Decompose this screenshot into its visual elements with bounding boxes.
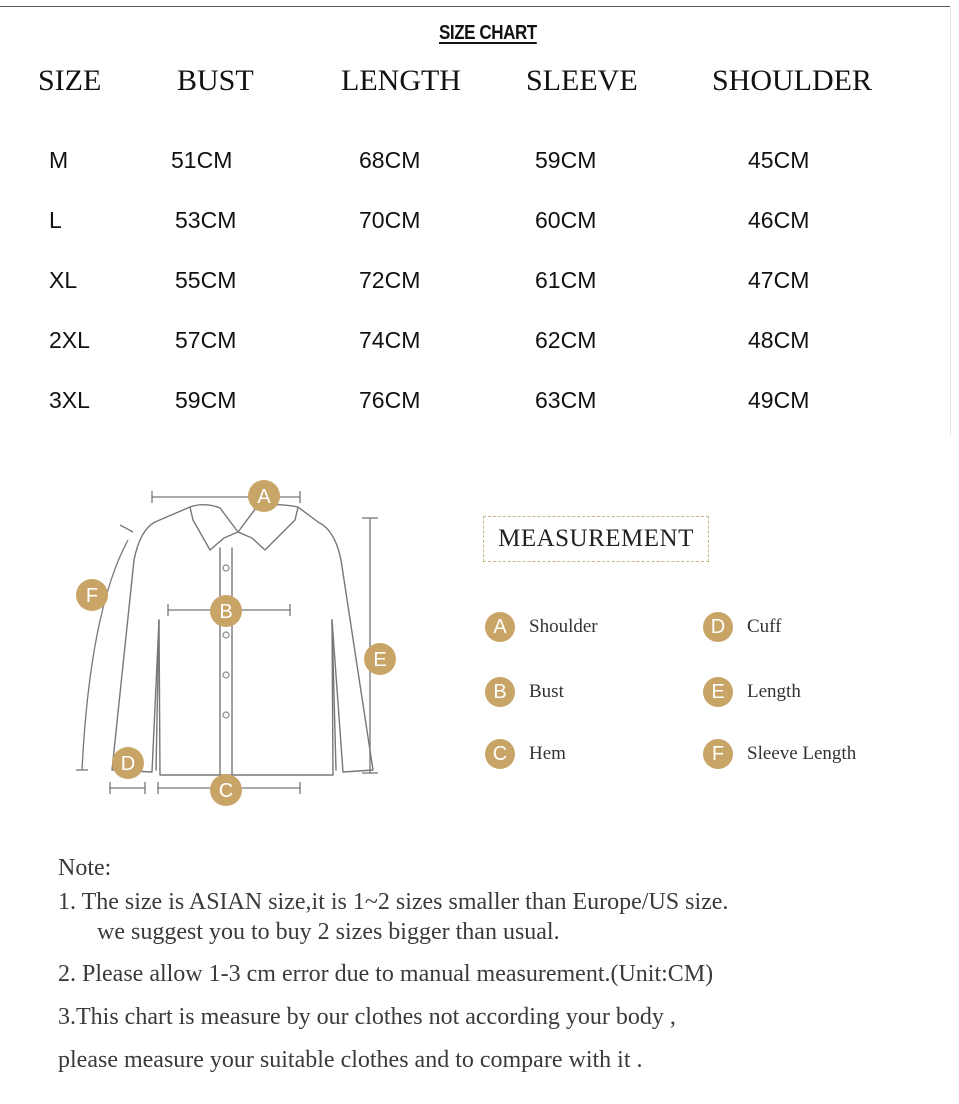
cell-bust: 55CM xyxy=(175,267,237,293)
header-shoulder: SHOULDER xyxy=(712,64,873,97)
legend-f-icon: F xyxy=(703,739,733,769)
shirt-sleeve-line xyxy=(156,620,336,770)
cell-shoulder: 46CM xyxy=(748,207,810,233)
marker-c-label: C xyxy=(218,780,234,802)
legend-label: Hem xyxy=(529,743,566,764)
cell-length: 74CM xyxy=(359,327,421,353)
right-divider xyxy=(950,6,951,436)
legend-sleeve-length xyxy=(703,739,856,769)
legend-label: Cuff xyxy=(747,616,782,637)
cell-sleeve: 63CM xyxy=(535,387,597,413)
cell-bust: 53CM xyxy=(175,207,237,233)
shirt-diagram xyxy=(60,470,420,820)
shirt-button xyxy=(223,632,229,638)
note-line-1: 1. The size is ASIAN size,it is 1~2 sizes smaller than Europe/US size. xyxy=(58,889,729,915)
legend-c-icon: C xyxy=(485,739,515,769)
legend-label: Length xyxy=(747,681,801,702)
shirt-button xyxy=(223,565,229,571)
marker-f-label: F xyxy=(85,585,99,607)
header-sleeve: SLEEVE xyxy=(526,64,638,97)
cell-bust: 59CM xyxy=(175,387,237,413)
cell-shoulder: 45CM xyxy=(748,147,810,173)
legend-label: Sleeve Length xyxy=(747,743,857,764)
cell-length: 76CM xyxy=(359,387,421,413)
note-line-2: 2. Please allow 1-3 cm error due to manual measurement.(Unit:CM) xyxy=(58,961,714,987)
cell-size: M xyxy=(49,147,69,173)
note-line-4: please measure your suitable clothes and to compare with it . xyxy=(58,1047,643,1073)
cell-size: L xyxy=(49,207,62,233)
marker-d-label: D xyxy=(120,753,136,775)
note-line-3: 3.This chart is measure by our clothes not according your body , xyxy=(58,1004,676,1030)
cell-size: 2XL xyxy=(49,327,90,353)
legend-length xyxy=(703,677,801,707)
cell-size: XL xyxy=(49,267,78,293)
cell-bust: 51CM xyxy=(171,147,233,173)
legend-cuff xyxy=(703,612,781,642)
shirt-collar xyxy=(190,505,298,550)
cell-sleeve: 61CM xyxy=(535,267,597,293)
header-bust: BUST xyxy=(177,64,254,97)
cell-sleeve: 59CM xyxy=(535,147,597,173)
cell-size: 3XL xyxy=(49,387,90,413)
marker-a-label: A xyxy=(257,486,271,508)
legend-b-icon: B xyxy=(485,677,515,707)
top-divider xyxy=(0,6,950,7)
legend-label: Shoulder xyxy=(529,616,598,637)
cell-length: 70CM xyxy=(359,207,421,233)
measure-line-f xyxy=(82,540,128,770)
cell-shoulder: 47CM xyxy=(748,267,810,293)
cell-length: 72CM xyxy=(359,267,421,293)
page-title: SIZE CHART xyxy=(439,22,537,44)
shirt-button xyxy=(223,712,229,718)
legend-bust xyxy=(485,677,564,707)
marker-e-label: E xyxy=(373,649,387,671)
cell-sleeve: 60CM xyxy=(535,207,597,233)
header-size: SIZE xyxy=(38,64,102,97)
shirt-button xyxy=(223,672,229,678)
header-length: LENGTH xyxy=(341,64,461,97)
cell-bust: 57CM xyxy=(175,327,237,353)
legend-hem xyxy=(485,739,566,769)
measurement-title: MEASUREMENT xyxy=(483,516,709,562)
legend-d-icon: D xyxy=(703,612,733,642)
legend-e-icon: E xyxy=(703,677,733,707)
legend-a-icon: A xyxy=(485,612,515,642)
notes-heading: Note: xyxy=(58,855,112,881)
cell-shoulder: 48CM xyxy=(748,327,810,353)
note-line-1b: we suggest you to buy 2 sizes bigger than usual. xyxy=(97,919,560,945)
shirt-outline xyxy=(112,507,373,775)
shirt-placket xyxy=(220,548,232,775)
cell-shoulder: 49CM xyxy=(748,387,810,413)
cell-length: 68CM xyxy=(359,147,421,173)
legend-shoulder xyxy=(485,612,598,642)
cell-sleeve: 62CM xyxy=(535,327,597,353)
legend-label: Bust xyxy=(529,681,564,702)
marker-b-label: B xyxy=(219,601,233,623)
